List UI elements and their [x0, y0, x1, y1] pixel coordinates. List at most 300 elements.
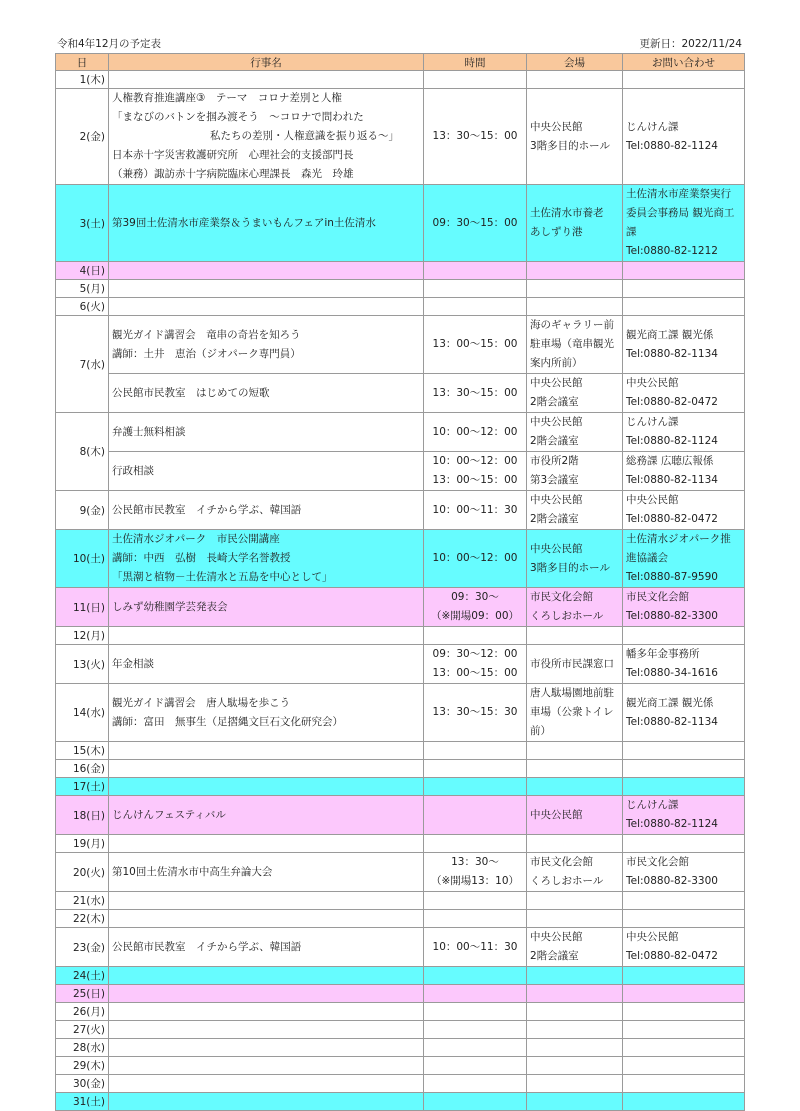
table-row	[56, 1057, 745, 1075]
table-header-row	[56, 54, 745, 71]
text-line: 中央公民館	[626, 931, 679, 943]
day-cell: 1(木)	[56, 71, 109, 89]
time-cell	[424, 796, 527, 835]
text-line: 日本赤十字災害救護研究所 心理社会的支援部門長	[112, 149, 354, 161]
day-cell: 8(木)	[56, 413, 109, 491]
table-row	[56, 684, 745, 742]
day-cell: 14(水)	[56, 684, 109, 742]
venue-cell	[527, 413, 623, 452]
column-header-day: 日	[56, 54, 109, 71]
text-line: Tel:0880-82-1134	[626, 347, 718, 360]
event-name-cell	[109, 1093, 424, 1111]
venue-cell	[527, 298, 623, 316]
event-name-cell	[109, 89, 424, 185]
venue-cell	[527, 530, 623, 588]
table-row	[56, 298, 745, 316]
text-line: じんけんフェスティバル	[112, 808, 226, 821]
time-cell	[424, 374, 527, 413]
time-cell	[424, 1021, 527, 1039]
table-row	[56, 588, 745, 627]
event-name-cell	[109, 892, 424, 910]
text-line: 13：30～15：30	[432, 706, 518, 718]
time-cell	[424, 185, 527, 262]
contact-cell	[623, 684, 745, 742]
text-line: 講師：土井 恵治（ジオパーク専門員）	[112, 347, 301, 360]
table-row	[56, 967, 745, 985]
text-line: 09：30～	[451, 591, 499, 603]
table-row	[56, 1003, 745, 1021]
venue-cell	[527, 316, 623, 374]
text-line: 唐人駄場園地前駐	[530, 687, 614, 699]
table-row	[56, 1021, 745, 1039]
time-cell	[424, 491, 527, 530]
text-line: 13：30～15：00	[432, 386, 518, 399]
venue-cell	[527, 1075, 623, 1093]
time-cell	[424, 910, 527, 928]
contact-cell	[623, 262, 745, 280]
text-line: Tel:0880-82-1134	[626, 474, 718, 486]
venue-cell	[527, 928, 623, 967]
time-cell	[424, 298, 527, 316]
table-row	[56, 985, 745, 1003]
text-line: 中央公民館	[530, 494, 583, 506]
text-line: 10：00～12：00	[432, 552, 518, 564]
schedule-body	[56, 71, 745, 1111]
event-name-cell	[109, 316, 424, 374]
contact-cell	[623, 452, 745, 491]
event-name-cell	[109, 627, 424, 645]
event-name-cell	[109, 588, 424, 627]
day-cell: 11(日)	[56, 588, 109, 627]
time-cell	[424, 684, 527, 742]
contact-cell	[623, 1021, 745, 1039]
text-line: 車場（公衆トイレ	[530, 706, 614, 718]
contact-cell	[623, 967, 745, 985]
time-cell	[424, 760, 527, 778]
text-line: 13：30～	[451, 856, 499, 868]
contact-cell	[623, 892, 745, 910]
event-name-cell	[109, 298, 424, 316]
text-line: Tel:0880-82-1124	[626, 435, 718, 447]
day-cell: 9(金)	[56, 491, 109, 530]
contact-cell	[623, 491, 745, 530]
time-cell	[424, 1057, 527, 1075]
text-line: 土佐清水市養老	[530, 207, 604, 219]
event-name-cell	[109, 1057, 424, 1075]
day-cell: 6(火)	[56, 298, 109, 316]
text-line: 年金相談	[112, 657, 154, 670]
text-line: 中央公民館	[626, 494, 679, 506]
text-line: 観光ガイド講習会 唐人駄場を歩こう	[112, 696, 291, 709]
text-line: 海のギャラリー前	[530, 319, 614, 331]
venue-cell	[527, 627, 623, 645]
contact-cell	[623, 89, 745, 185]
day-cell: 20(火)	[56, 853, 109, 892]
text-line: 駐車場（竜串観光	[530, 338, 614, 350]
table-row	[56, 835, 745, 853]
text-line: じんけん課	[626, 799, 679, 811]
time-cell	[424, 645, 527, 684]
text-line: Tel:0880-82-3300	[626, 610, 718, 622]
column-header-event: 行事名	[109, 54, 424, 71]
event-name-cell	[109, 71, 424, 89]
text-line: 行政相談	[112, 464, 154, 477]
text-line: 市民文化会館	[626, 856, 689, 868]
venue-cell	[527, 967, 623, 985]
table-row	[56, 910, 745, 928]
schedule-table	[55, 53, 745, 1111]
contact-cell	[623, 910, 745, 928]
text-line: 講師：中西 弘樹 長崎大学名誉教授	[112, 552, 291, 564]
day-cell: 23(金)	[56, 928, 109, 967]
text-line: 観光商工課 観光係	[626, 328, 714, 341]
text-line: 観光ガイド講習会 竜串の奇岩を知ろう	[112, 328, 301, 341]
text-line: 土佐清水ジオパーク推	[626, 533, 731, 545]
text-line: Tel:0880-82-3300	[626, 875, 718, 887]
venue-cell	[527, 71, 623, 89]
document-title: 令和4年12月の予定表	[57, 38, 162, 50]
contact-cell	[623, 835, 745, 853]
venue-cell	[527, 742, 623, 760]
text-line: くろしおホール	[530, 875, 604, 887]
time-cell	[424, 853, 527, 892]
text-line: 10：00～11：30	[432, 503, 518, 516]
text-line: 弁護士無料相談	[112, 425, 186, 438]
text-line: 中央公民館	[530, 377, 583, 389]
text-line: 中央公民館	[626, 377, 679, 389]
text-line: 公民館市民教室 はじめての短歌	[112, 386, 270, 399]
venue-cell	[527, 853, 623, 892]
day-cell: 10(土)	[56, 530, 109, 588]
text-line: （※開場09：00）	[430, 610, 520, 622]
table-row	[56, 928, 745, 967]
day-cell: 16(金)	[56, 760, 109, 778]
event-name-cell	[109, 985, 424, 1003]
event-name-cell	[109, 185, 424, 262]
day-cell: 17(土)	[56, 778, 109, 796]
contact-cell	[623, 1057, 745, 1075]
time-cell	[424, 71, 527, 89]
text-line: 09：30～15：00	[432, 216, 518, 229]
text-line: 2階会議室	[530, 950, 579, 962]
contact-cell	[623, 530, 745, 588]
event-name-cell	[109, 853, 424, 892]
venue-cell	[527, 588, 623, 627]
text-line: Tel:0880-82-1124	[626, 139, 718, 152]
venue-cell	[527, 835, 623, 853]
contact-cell	[623, 588, 745, 627]
table-row	[56, 71, 745, 89]
event-name-cell	[109, 760, 424, 778]
text-line: 第10回土佐清水市中高生弁論大会	[112, 865, 273, 878]
table-row	[56, 374, 745, 413]
time-cell	[424, 262, 527, 280]
day-cell: 4(日)	[56, 262, 109, 280]
text-line: 10：00～11：30	[432, 940, 518, 953]
text-line: 人権教育推進講座③ テーマ コロナ差別と人権	[112, 92, 342, 104]
table-row	[56, 1075, 745, 1093]
text-line: 13：00～15：00	[432, 338, 518, 350]
text-line: 13：00～15：00	[432, 667, 518, 679]
venue-cell	[527, 262, 623, 280]
text-line: Tel:0880-82-0472	[626, 950, 718, 962]
event-name-cell	[109, 796, 424, 835]
venue-cell	[527, 185, 623, 262]
text-line: 公民館市民教室 イチから学ぶ、韓国語	[112, 503, 302, 516]
text-line: 中央公民館	[530, 808, 583, 821]
venue-cell	[527, 374, 623, 413]
text-line: 幡多年金事務所	[626, 648, 700, 660]
time-cell	[424, 778, 527, 796]
text-line: あしずり港	[530, 226, 583, 238]
updated-date: 更新日：2022/11/24	[639, 38, 742, 50]
text-line: Tel:0880-82-0472	[626, 396, 718, 408]
time-cell	[424, 1039, 527, 1057]
day-cell: 25(日)	[56, 985, 109, 1003]
day-cell: 3(土)	[56, 185, 109, 262]
time-cell	[424, 1003, 527, 1021]
day-cell: 13(火)	[56, 645, 109, 684]
contact-cell	[623, 374, 745, 413]
event-name-cell	[109, 374, 424, 413]
table-row	[56, 742, 745, 760]
day-cell: 31(土)	[56, 1093, 109, 1111]
day-cell: 7(水)	[56, 316, 109, 413]
event-name-cell	[109, 645, 424, 684]
day-cell: 15(木)	[56, 742, 109, 760]
table-row	[56, 796, 745, 835]
event-name-cell	[109, 967, 424, 985]
contact-cell	[623, 298, 745, 316]
contact-cell	[623, 853, 745, 892]
contact-cell	[623, 185, 745, 262]
text-line: （兼務）諏訪赤十字病院臨床心理課長 森光 玲雄	[112, 168, 354, 180]
event-name-cell	[109, 1003, 424, 1021]
table-row	[56, 89, 745, 185]
table-row	[56, 760, 745, 778]
contact-cell	[623, 627, 745, 645]
venue-cell	[527, 1057, 623, 1075]
contact-cell	[623, 760, 745, 778]
venue-cell	[527, 760, 623, 778]
contact-cell	[623, 796, 745, 835]
table-row	[56, 452, 745, 491]
event-name-cell	[109, 835, 424, 853]
event-name-cell	[109, 413, 424, 452]
day-cell: 19(月)	[56, 835, 109, 853]
day-cell: 28(水)	[56, 1039, 109, 1057]
time-cell	[424, 835, 527, 853]
event-name-cell	[109, 742, 424, 760]
venue-cell	[527, 796, 623, 835]
table-row	[56, 185, 745, 262]
text-line: 市民文化会館	[530, 856, 593, 868]
contact-cell	[623, 1075, 745, 1093]
table-row	[56, 316, 745, 374]
text-line: くろしおホール	[530, 610, 604, 622]
text-line: 土佐清水市産業祭実行	[626, 188, 731, 200]
text-line: 総務課 広聴広報係	[626, 455, 714, 467]
text-line: 中央公民館	[530, 542, 583, 555]
venue-cell	[527, 778, 623, 796]
text-line: 課	[626, 226, 637, 238]
day-cell: 29(木)	[56, 1057, 109, 1075]
venue-cell	[527, 452, 623, 491]
text-line: じんけん課	[626, 416, 679, 428]
text-line: 市民文化会館	[626, 591, 689, 603]
day-cell: 2(金)	[56, 89, 109, 185]
text-line: 市民文化会館	[530, 591, 593, 603]
text-line: 13：00～15：00	[432, 474, 518, 486]
time-cell	[424, 1075, 527, 1093]
text-line: 「まなびのバトンを掴み渡そう ～コロナで問われた	[112, 111, 364, 123]
day-cell: 30(金)	[56, 1075, 109, 1093]
table-row	[56, 645, 745, 684]
text-line: 13：30～15：00	[432, 130, 518, 142]
event-name-cell	[109, 928, 424, 967]
text-line: 3階多目的ホール	[530, 139, 610, 152]
text-line: 私たちの差別・人権意識を振り返る～」	[210, 130, 399, 142]
text-line: 土佐清水ジオパーク 市民公開講座	[112, 533, 280, 545]
contact-cell	[623, 985, 745, 1003]
venue-cell	[527, 645, 623, 684]
text-line: 講師：富田 無事生（足摺縄文巨石文化研究会）	[112, 715, 343, 728]
contact-cell	[623, 742, 745, 760]
contact-cell	[623, 71, 745, 89]
event-name-cell	[109, 778, 424, 796]
venue-cell	[527, 684, 623, 742]
event-name-cell	[109, 452, 424, 491]
text-line: （※開場13：10）	[430, 875, 520, 887]
time-cell	[424, 892, 527, 910]
text-line: 2階会議室	[530, 435, 579, 447]
text-line: 2階会議室	[530, 513, 579, 525]
table-row	[56, 778, 745, 796]
venue-cell	[527, 892, 623, 910]
table-row	[56, 892, 745, 910]
text-line: しみず幼稚園学芸発表会	[112, 600, 228, 613]
text-line: Tel:0880-87-9590	[626, 571, 718, 583]
contact-cell	[623, 928, 745, 967]
contact-cell	[623, 413, 745, 452]
text-line: 第39回土佐清水市産業祭＆うまいもんフェアin土佐清水	[112, 216, 376, 229]
event-name-cell	[109, 262, 424, 280]
table-row	[56, 1039, 745, 1057]
event-name-cell	[109, 530, 424, 588]
contact-cell	[623, 1093, 745, 1111]
venue-cell	[527, 491, 623, 530]
time-cell	[424, 413, 527, 452]
day-cell: 27(火)	[56, 1021, 109, 1039]
text-line: 公民館市民教室 イチから学ぶ、韓国語	[112, 940, 302, 953]
text-line: Tel:0880-34-1616	[626, 667, 718, 679]
column-header-contact: お問い合わせ	[623, 54, 745, 71]
event-name-cell	[109, 910, 424, 928]
day-cell: 12(月)	[56, 627, 109, 645]
text-line: 中央公民館	[530, 931, 583, 943]
text-line: Tel:0880-82-0472	[626, 513, 718, 525]
venue-cell	[527, 910, 623, 928]
time-cell	[424, 588, 527, 627]
column-header-time: 時間	[424, 54, 527, 71]
text-line: じんけん課	[626, 120, 679, 133]
text-line: 第3会議室	[530, 474, 579, 486]
text-line: Tel:0880-82-1212	[626, 245, 718, 257]
event-name-cell	[109, 491, 424, 530]
venue-cell	[527, 1003, 623, 1021]
text-line: 2階会議室	[530, 396, 579, 408]
table-row	[56, 530, 745, 588]
text-line: 3階多目的ホール	[530, 561, 610, 574]
text-line: 市役所2階	[530, 455, 579, 467]
venue-cell	[527, 89, 623, 185]
column-header-venue: 会場	[527, 54, 623, 71]
time-cell	[424, 985, 527, 1003]
text-line: 委員会事務局 観光商工	[626, 207, 735, 219]
time-cell	[424, 1093, 527, 1111]
contact-cell	[623, 1039, 745, 1057]
text-line: 09：30～12：00	[432, 648, 518, 660]
venue-cell	[527, 280, 623, 298]
time-cell	[424, 742, 527, 760]
text-line: 「黒潮と植物－土佐清水と五島を中心として」	[112, 571, 333, 583]
time-cell	[424, 316, 527, 374]
table-row	[56, 491, 745, 530]
event-name-cell	[109, 1039, 424, 1057]
table-row	[56, 627, 745, 645]
venue-cell	[527, 1039, 623, 1057]
contact-cell	[623, 645, 745, 684]
text-line: 市役所市民課窓口	[530, 657, 614, 670]
day-cell: 22(木)	[56, 910, 109, 928]
event-name-cell	[109, 1021, 424, 1039]
time-cell	[424, 967, 527, 985]
text-line: 観光商工課 観光係	[626, 696, 714, 709]
text-line: 10：00～12：00	[432, 425, 518, 438]
venue-cell	[527, 1021, 623, 1039]
event-name-cell	[109, 1075, 424, 1093]
contact-cell	[623, 778, 745, 796]
contact-cell	[623, 280, 745, 298]
time-cell	[424, 280, 527, 298]
text-line: 前）	[530, 725, 551, 737]
time-cell	[424, 928, 527, 967]
table-row	[56, 413, 745, 452]
time-cell	[424, 530, 527, 588]
table-row	[56, 262, 745, 280]
time-cell	[424, 627, 527, 645]
table-row	[56, 280, 745, 298]
text-line: 中央公民館	[530, 416, 583, 428]
text-line: 10：00～12：00	[432, 455, 518, 467]
text-line: Tel:0880-82-1124	[626, 818, 718, 830]
event-name-cell	[109, 280, 424, 298]
venue-cell	[527, 1093, 623, 1111]
day-cell: 26(月)	[56, 1003, 109, 1021]
time-cell	[424, 89, 527, 185]
contact-cell	[623, 1003, 745, 1021]
day-cell: 5(月)	[56, 280, 109, 298]
contact-cell	[623, 316, 745, 374]
event-name-cell	[109, 684, 424, 742]
text-line: Tel:0880-82-1134	[626, 715, 718, 728]
text-line: 進協議会	[626, 552, 668, 564]
text-line: 中央公民館	[530, 120, 583, 133]
venue-cell	[527, 985, 623, 1003]
table-row	[56, 1093, 745, 1111]
day-cell: 18(日)	[56, 796, 109, 835]
text-line: 案内所前）	[530, 357, 583, 369]
